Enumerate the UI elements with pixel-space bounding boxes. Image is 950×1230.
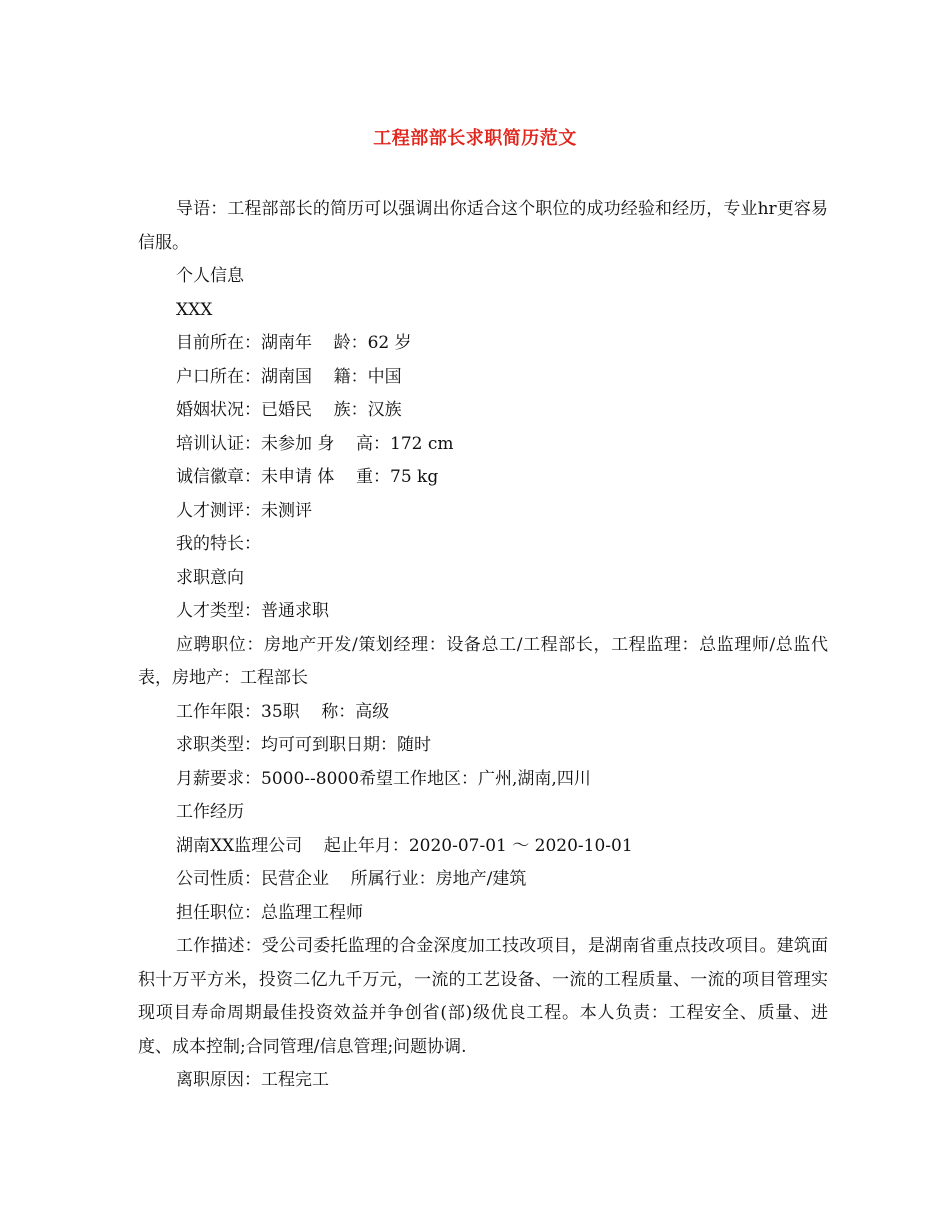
intro-paragraph: 导语：工程部部长的简历可以强调出你适合这个职位的成功经验和经历，专业hr更容易信服。: [138, 199, 828, 253]
info-badge-weight: 诚信徽章：未申请 体 重：75 kg: [176, 467, 439, 487]
intention-years-title: 工作年限：35职 称：高级: [176, 701, 390, 722]
work-company-period: 湖南XX监理公司 起止年月：2020-07-01 ～ 2020-10-01: [176, 835, 633, 856]
intention-talent-type: 人才类型：普通求职: [176, 601, 329, 621]
work-leave-reason: 离职原因：工程完工: [176, 1070, 329, 1090]
work-company-nature-industry: 公司性质：民营企业 所属行业：房地产/建筑: [176, 869, 527, 889]
document-body: [138, 193, 828, 1098]
intention-salary-region: 月薪要求：5000--8000希望工作地区：广州,湖南,四川: [176, 768, 591, 789]
info-hukou-nationality: 户口所在：湖南国 籍：中国: [176, 366, 402, 387]
section-heading-personal-info: 个人信息: [176, 266, 244, 286]
section-heading-job-intention: 求职意向: [176, 567, 244, 588]
info-assessment: 人才测评：未测评: [176, 500, 312, 521]
section-heading-work-experience: 工作经历: [176, 802, 244, 822]
document-title: 工程部部长求职简历范文: [373, 128, 577, 149]
intention-type-availability: 求职类型：均可可到职日期：随时: [176, 735, 431, 755]
info-location-age: 目前所在：湖南年 龄：62 岁: [176, 333, 412, 353]
intention-positions: 应聘职位：房地产开发/策划经理：设备总工/工程部长，工程监理：总监理师/总监代表，房地产：工程部长: [138, 634, 828, 688]
info-training-height: 培训认证：未参加 身 高：172 cm: [176, 433, 454, 454]
work-description: 工作描述：受公司委托监理的合金深度加工技改项目，是湖南省重点技改项目。建筑面积十万平方米，投资二亿九千万元，一流的工艺设备、一流的工程质量、一流的项目管理实现项目寿命周期最佳投资效益并争创省(部)级优良工程。本人负责：工程安全、质量、进度、成本控制;合同管理/信息管理;问题协调.: [138, 936, 828, 1057]
applicant-name: XXX: [176, 299, 213, 320]
info-marital-ethnicity: 婚姻状况：已婚民 族：汉族: [176, 400, 402, 420]
info-specialty: 我的特长：: [176, 534, 261, 554]
work-position: 担任职位：总监理工程师: [176, 902, 363, 923]
